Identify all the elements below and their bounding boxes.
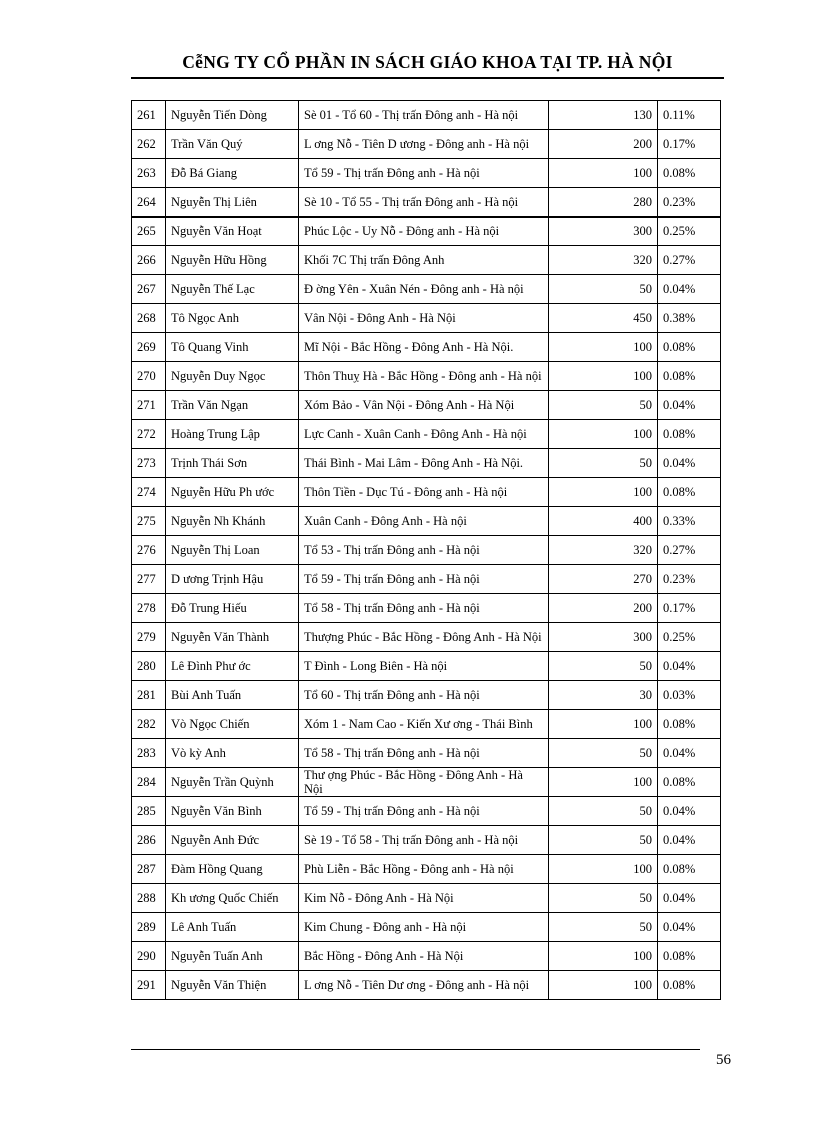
shareholder-table-body — [132, 101, 721, 1000]
share-count-cell: 50 — [549, 739, 658, 768]
share-count-cell: 200 — [549, 594, 658, 623]
table-row — [132, 971, 721, 1000]
table-row — [132, 420, 721, 449]
table-row — [132, 768, 721, 797]
share-percent-cell: 0.04% — [658, 739, 721, 768]
holder-address-cell: Sè 10 - Tổ 55 - Thị trấn Đông anh - Hà nội — [299, 188, 549, 217]
holder-address-cell: Đ ờng Yên - Xuân Nén - Đông anh - Hà nội — [299, 275, 549, 304]
table-row — [132, 246, 721, 275]
holder-address-cell: Xuân Canh - Đông Anh - Hà nội — [299, 507, 549, 536]
table-row — [132, 449, 721, 478]
table-row — [132, 101, 721, 130]
header-divider — [131, 77, 724, 79]
share-count-cell: 100 — [549, 478, 658, 507]
share-percent-cell: 0.04% — [658, 652, 721, 681]
holder-name-cell: Nguyễn Thế Lạc — [166, 275, 299, 304]
table-row — [132, 188, 721, 217]
row-number-cell: 288 — [132, 884, 166, 913]
share-count-cell: 50 — [549, 449, 658, 478]
row-number-cell: 264 — [132, 188, 166, 217]
row-number-cell: 274 — [132, 478, 166, 507]
row-number-cell: 267 — [132, 275, 166, 304]
share-percent-cell: 0.08% — [658, 159, 721, 188]
row-number-cell: 276 — [132, 536, 166, 565]
holder-address-cell: Kim Chung - Đông anh - Hà nội — [299, 913, 549, 942]
row-number-cell: 284 — [132, 768, 166, 797]
share-count-cell: 50 — [549, 913, 658, 942]
share-percent-cell: 0.04% — [658, 449, 721, 478]
row-number-cell: 278 — [132, 594, 166, 623]
holder-name-cell: Trần Văn Ngạn — [166, 391, 299, 420]
table-row — [132, 391, 721, 420]
holder-name-cell: Lê Đình Phư ớc — [166, 652, 299, 681]
share-percent-cell: 0.23% — [658, 188, 721, 217]
share-percent-cell: 0.08% — [658, 333, 721, 362]
share-count-cell: 100 — [549, 333, 658, 362]
holder-name-cell: Nguyễn Tuấn Anh — [166, 942, 299, 971]
share-percent-cell: 0.04% — [658, 913, 721, 942]
holder-name-cell: Nguyễn Thị Loan — [166, 536, 299, 565]
holder-address-cell: Tổ 58 - Thị trấn Đông anh - Hà nội — [299, 594, 549, 623]
table-row — [132, 565, 721, 594]
holder-name-cell: Bùi Anh Tuấn — [166, 681, 299, 710]
share-count-cell: 100 — [549, 420, 658, 449]
share-percent-cell: 0.38% — [658, 304, 721, 333]
holder-name-cell: Nguyễn Trần Quỳnh — [166, 768, 299, 797]
row-number-cell: 281 — [132, 681, 166, 710]
row-number-cell: 277 — [132, 565, 166, 594]
holder-name-cell: Nguyễn Anh Đức — [166, 826, 299, 855]
share-percent-cell: 0.03% — [658, 681, 721, 710]
share-count-cell: 50 — [549, 652, 658, 681]
row-number-cell: 266 — [132, 246, 166, 275]
share-count-cell: 320 — [549, 536, 658, 565]
holder-address-cell: Khối 7C Thị trấn Đông Anh — [299, 246, 549, 275]
holder-address-cell: Kim Nỗ - Đông Anh - Hà Nội — [299, 884, 549, 913]
share-count-cell: 50 — [549, 391, 658, 420]
holder-address-cell: Tổ 53 - Thị trấn Đông anh - Hà nội — [299, 536, 549, 565]
holder-address-cell: Thượng Phúc - Bắc Hồng - Đông Anh - Hà Nội — [299, 623, 549, 652]
holder-address-cell: Bắc Hồng - Đông Anh - Hà Nội — [299, 942, 549, 971]
holder-name-cell: Nguyễn Nh Khánh — [166, 507, 299, 536]
share-count-cell: 280 — [549, 188, 658, 217]
share-count-cell: 300 — [549, 217, 658, 246]
share-percent-cell: 0.04% — [658, 391, 721, 420]
table-row — [132, 855, 721, 884]
row-number-cell: 268 — [132, 304, 166, 333]
holder-name-cell: Hoàng Trung Lập — [166, 420, 299, 449]
share-count-cell: 50 — [549, 275, 658, 304]
row-number-cell: 286 — [132, 826, 166, 855]
share-count-cell: 100 — [549, 971, 658, 1000]
share-count-cell: 100 — [549, 942, 658, 971]
share-count-cell: 300 — [549, 623, 658, 652]
holder-name-cell: Nguyễn Hữu Hồng — [166, 246, 299, 275]
holder-address-cell: Tổ 59 - Thị trấn Đông anh - Hà nội — [299, 797, 549, 826]
share-percent-cell: 0.08% — [658, 971, 721, 1000]
holder-address-cell: T Đình - Long Biên - Hà nội — [299, 652, 549, 681]
share-percent-cell: 0.04% — [658, 826, 721, 855]
holder-name-cell: Nguyễn Thị Liên — [166, 188, 299, 217]
holder-address-cell: Phúc Lộc - Uy Nỗ - Đông anh - Hà nội — [299, 217, 549, 246]
holder-name-cell: Nguyễn Duy Ngọc — [166, 362, 299, 391]
holder-name-cell: Trần Văn Quý — [166, 130, 299, 159]
row-number-cell: 289 — [132, 913, 166, 942]
holder-address-cell: L ơng Nỗ - Tiên Dư ơng - Đông anh - Hà nội — [299, 971, 549, 1000]
share-percent-cell: 0.08% — [658, 362, 721, 391]
row-number-cell: 261 — [132, 101, 166, 130]
holder-name-cell: Nguyễn Tiến Dòng — [166, 101, 299, 130]
holder-name-cell: Nguyễn Văn Hoạt — [166, 217, 299, 246]
share-count-cell: 100 — [549, 159, 658, 188]
holder-name-cell: Đỗ Trung Hiếu — [166, 594, 299, 623]
holder-address-cell: Thư ợng Phúc - Bắc Hồng - Đông Anh - Hà Nội — [299, 768, 549, 797]
share-count-cell: 450 — [549, 304, 658, 333]
holder-address-cell: Xóm Bảo - Vân Nội - Đông Anh - Hà Nội — [299, 391, 549, 420]
footer-divider — [131, 1049, 700, 1050]
table-row — [132, 130, 721, 159]
holder-address-cell: L ơng Nỗ - Tiên D ương - Đông anh - Hà nội — [299, 130, 549, 159]
row-number-cell: 265 — [132, 217, 166, 246]
table-row — [132, 681, 721, 710]
row-number-cell: 279 — [132, 623, 166, 652]
holder-name-cell: Lê Anh Tuấn — [166, 913, 299, 942]
share-percent-cell: 0.27% — [658, 246, 721, 275]
table-row — [132, 594, 721, 623]
holder-address-cell: Xóm 1 - Nam Cao - Kiến Xư ơng - Thái Bình — [299, 710, 549, 739]
share-percent-cell: 0.25% — [658, 623, 721, 652]
share-percent-cell: 0.08% — [658, 768, 721, 797]
holder-name-cell: Đỗ Bá Giang — [166, 159, 299, 188]
share-count-cell: 320 — [549, 246, 658, 275]
share-percent-cell: 0.17% — [658, 130, 721, 159]
row-number-cell: 272 — [132, 420, 166, 449]
row-number-cell: 273 — [132, 449, 166, 478]
table-row — [132, 333, 721, 362]
shareholder-table — [131, 100, 721, 1000]
row-number-cell: 262 — [132, 130, 166, 159]
row-number-cell: 290 — [132, 942, 166, 971]
table-row — [132, 942, 721, 971]
row-number-cell: 280 — [132, 652, 166, 681]
share-count-cell: 200 — [549, 130, 658, 159]
holder-name-cell: Tô Ngọc Anh — [166, 304, 299, 333]
holder-address-cell: Sè 19 - Tổ 58 - Thị trấn Đông anh - Hà nội — [299, 826, 549, 855]
table-row — [132, 362, 721, 391]
row-number-cell: 275 — [132, 507, 166, 536]
table-row — [132, 913, 721, 942]
holder-address-cell: Lực Canh - Xuân Canh - Đông Anh - Hà nội — [299, 420, 549, 449]
holder-name-cell: Đàm Hồng Quang — [166, 855, 299, 884]
share-percent-cell: 0.25% — [658, 217, 721, 246]
holder-name-cell: Vò kỳ Anh — [166, 739, 299, 768]
holder-name-cell: Tô Quang Vinh — [166, 333, 299, 362]
share-percent-cell: 0.11% — [658, 101, 721, 130]
table-row — [132, 217, 721, 246]
row-number-cell: 271 — [132, 391, 166, 420]
table-row — [132, 739, 721, 768]
share-percent-cell: 0.23% — [658, 565, 721, 594]
row-number-cell: 291 — [132, 971, 166, 1000]
share-percent-cell: 0.08% — [658, 942, 721, 971]
row-number-cell: 287 — [132, 855, 166, 884]
table-row — [132, 304, 721, 333]
table-row — [132, 478, 721, 507]
share-percent-cell: 0.17% — [658, 594, 721, 623]
row-number-cell: 269 — [132, 333, 166, 362]
share-count-cell: 50 — [549, 884, 658, 913]
share-percent-cell: 0.08% — [658, 710, 721, 739]
table-row — [132, 507, 721, 536]
page-number: 56 — [716, 1052, 731, 1068]
holder-address-cell: Vân Nội - Đông Anh - Hà Nội — [299, 304, 549, 333]
row-number-cell: 283 — [132, 739, 166, 768]
row-number-cell: 285 — [132, 797, 166, 826]
share-percent-cell: 0.04% — [658, 275, 721, 304]
table-row — [132, 797, 721, 826]
share-count-cell: 100 — [549, 768, 658, 797]
holder-address-cell: Tổ 60 - Thị trấn Đông anh - Hà nội — [299, 681, 549, 710]
share-percent-cell: 0.33% — [658, 507, 721, 536]
share-percent-cell: 0.04% — [658, 797, 721, 826]
holder-address-cell: Thôn Thuỵ Hà - Bắc Hồng - Đông anh - Hà nội — [299, 362, 549, 391]
share-percent-cell: 0.08% — [658, 855, 721, 884]
share-count-cell: 270 — [549, 565, 658, 594]
share-count-cell: 130 — [549, 101, 658, 130]
share-count-cell: 400 — [549, 507, 658, 536]
holder-address-cell: Thôn Tiền - Dục Tú - Đông anh - Hà nội — [299, 478, 549, 507]
holder-name-cell: Nguyễn Hữu Ph ước — [166, 478, 299, 507]
share-count-cell: 100 — [549, 362, 658, 391]
holder-address-cell: Tổ 58 - Thị trấn Đông anh - Hà nội — [299, 739, 549, 768]
share-count-cell: 30 — [549, 681, 658, 710]
table-row — [132, 710, 721, 739]
share-count-cell: 50 — [549, 797, 658, 826]
table-row — [132, 159, 721, 188]
share-count-cell: 100 — [549, 710, 658, 739]
share-percent-cell: 0.08% — [658, 420, 721, 449]
table-row — [132, 652, 721, 681]
holder-address-cell: Mĩ Nội - Bắc Hồng - Đông Anh - Hà Nội. — [299, 333, 549, 362]
share-percent-cell: 0.08% — [658, 478, 721, 507]
table-row — [132, 536, 721, 565]
table-row — [132, 884, 721, 913]
holder-name-cell: Trịnh Thái Sơn — [166, 449, 299, 478]
row-number-cell: 282 — [132, 710, 166, 739]
share-count-cell: 100 — [549, 855, 658, 884]
table-row — [132, 275, 721, 304]
table-row — [132, 623, 721, 652]
holder-address-cell: Tổ 59 - Thị trấn Đông anh - Hà nội — [299, 159, 549, 188]
row-number-cell: 263 — [132, 159, 166, 188]
row-number-cell: 270 — [132, 362, 166, 391]
holder-name-cell: Vò Ngọc Chiến — [166, 710, 299, 739]
holder-name-cell: Nguyễn Văn Bình — [166, 797, 299, 826]
holder-name-cell: Nguyễn Văn Thành — [166, 623, 299, 652]
holder-address-cell: Thái Bình - Mai Lâm - Đông Anh - Hà Nội. — [299, 449, 549, 478]
share-percent-cell: 0.04% — [658, 884, 721, 913]
holder-name-cell: D ương Trịnh Hậu — [166, 565, 299, 594]
page-header-title: CễNG TY CỔ PHẦN IN SÁCH GIÁO KHOA TẠI TP. HÀ NỘI — [182, 52, 673, 72]
holder-name-cell: Kh ương Quốc Chiến — [166, 884, 299, 913]
share-count-cell: 50 — [549, 826, 658, 855]
holder-address-cell: Tổ 59 - Thị trấn Đông anh - Hà nội — [299, 565, 549, 594]
holder-address-cell: Phù Liễn - Bắc Hồng - Đông anh - Hà nội — [299, 855, 549, 884]
holder-name-cell: Nguyễn Văn Thiện — [166, 971, 299, 1000]
holder-address-cell: Sè 01 - Tổ 60 - Thị trấn Đông anh - Hà nội — [299, 101, 549, 130]
share-percent-cell: 0.27% — [658, 536, 721, 565]
table-row — [132, 826, 721, 855]
